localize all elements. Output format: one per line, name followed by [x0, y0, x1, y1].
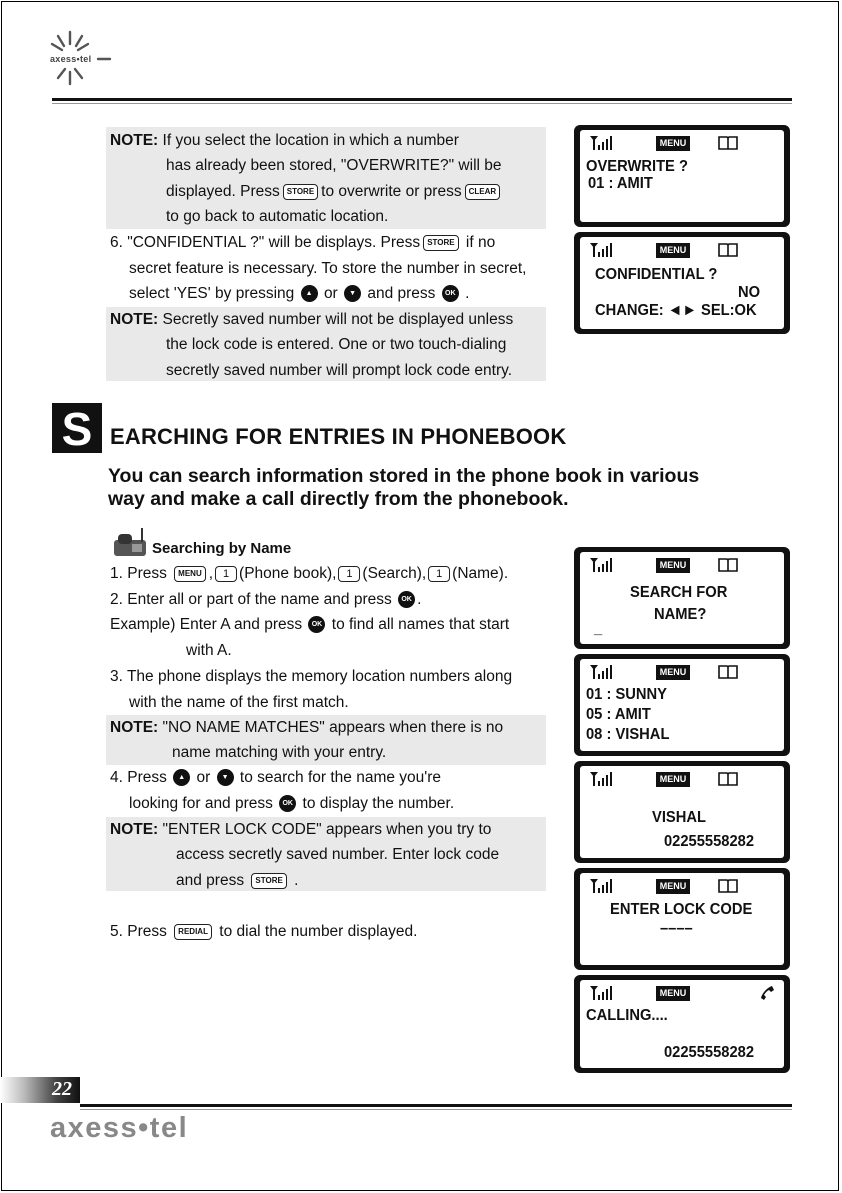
signal-icon [590, 665, 614, 679]
menu-indicator: MENU [656, 136, 690, 151]
call-handset-icon [758, 984, 776, 1002]
bottom-rule [80, 1104, 792, 1107]
signal-icon [590, 558, 614, 572]
lcd-text: 08 : VISHAL [586, 726, 670, 743]
note-text: name matching with your entry. [172, 744, 387, 761]
step-text: 5. Press [110, 923, 167, 940]
lcd-text: 05 : AMIT [586, 706, 651, 723]
menu-indicator: MENU [656, 986, 690, 1001]
note-label: NOTE: [110, 132, 159, 149]
note-text: secretly saved number will prompt lock code entry. [166, 362, 513, 379]
lcd-text: 01 : AMIT [588, 175, 653, 192]
lcd-results [574, 654, 790, 756]
lcd-calling [574, 975, 790, 1073]
phone-icon [110, 526, 150, 558]
step-text: or [196, 769, 211, 786]
subsection-title: Searching by Name [152, 540, 292, 557]
step-text: . [465, 285, 470, 302]
ok-key-icon: OK [308, 616, 325, 633]
lcd-text: 02255558282 [664, 833, 755, 850]
note-text: the lock code is entered. One or two touch-dialing [166, 336, 507, 353]
lcd-text: 01 : SUNNY [586, 686, 667, 703]
lcd-text: –––– [660, 920, 693, 937]
step-text: or [323, 285, 338, 302]
step-text: (Name). [452, 565, 509, 582]
menu-indicator: MENU [656, 558, 690, 573]
note-text: displayed. Press [166, 183, 280, 200]
note-label: NOTE: [110, 311, 159, 328]
ok-key-icon: OK [398, 591, 415, 608]
note-text: If you select the location in which a number [162, 132, 459, 149]
menu-key-icon: MENU [174, 566, 206, 582]
signal-icon [590, 879, 614, 893]
page-number-tab [0, 1077, 80, 1103]
lcd-overwrite [574, 125, 790, 227]
step-text: 2. Enter all or part of the name and press [110, 591, 392, 608]
lcd-lock-code [574, 868, 790, 970]
step-text: (Search), [362, 565, 427, 582]
ok-key-icon: OK [279, 795, 296, 812]
signal-icon [590, 986, 614, 1000]
brand-logo [48, 30, 112, 92]
section-initial: S [52, 403, 102, 453]
note-text: and press [176, 872, 245, 889]
page-number: 22 [52, 1078, 72, 1100]
lcd-text: NO [738, 284, 761, 301]
lcd-text: CONFIDENTIAL ? [595, 266, 718, 283]
signal-icon [590, 136, 614, 150]
menu-indicator: MENU [656, 243, 690, 258]
intro-text: way and make a call directly from the phonebook. [108, 488, 569, 510]
step-text: if no [465, 234, 496, 251]
signal-icon [590, 772, 614, 786]
note-text: "NO NAME MATCHES" appears when there is no [162, 719, 504, 736]
note-text: Secretly saved number will not be displayed unless [162, 311, 514, 328]
step-text: 3. The phone displays the memory location numbers along [110, 668, 513, 685]
down-key-icon: ▼ [217, 769, 234, 786]
lcd-search [574, 547, 790, 649]
step-text: . [417, 591, 422, 608]
note-text: to overwrite or press [321, 183, 462, 200]
store-key-icon: STORE [423, 235, 458, 251]
step-text: looking for and press [129, 795, 273, 812]
step-text: to search for the name you're [239, 769, 442, 786]
up-key-icon: ▲ [173, 769, 190, 786]
store-key-icon: STORE [283, 184, 318, 200]
one-key-icon: 1 [215, 566, 237, 582]
bottom-rule-thin [80, 1109, 792, 1110]
note-text: access secretly saved number. Enter lock code [176, 846, 500, 863]
lcd-cursor: _ [594, 620, 603, 637]
menu-indicator: MENU [656, 879, 690, 894]
menu-indicator: MENU [656, 665, 690, 680]
lcd-text: OVERWRITE ? [586, 158, 688, 175]
note-label: NOTE: [110, 821, 159, 838]
one-key-icon: 1 [428, 566, 450, 582]
note-text: . [294, 872, 299, 889]
step-text: 6. "CONFIDENTIAL ?" will be displays. Press [110, 234, 421, 251]
lcd-text: CALLING.... [586, 1007, 668, 1024]
redial-key-icon: REDIAL [174, 924, 212, 940]
one-key-icon: 1 [338, 566, 360, 582]
down-key-icon: ▼ [344, 285, 361, 302]
note-text: "ENTER LOCK CODE" appears when you try to [162, 821, 492, 838]
phonebook-icon [718, 664, 738, 679]
example-text: Example) Enter A and press [110, 616, 303, 633]
step-text: 1. Press [110, 565, 167, 582]
lcd-text: NAME? [654, 606, 707, 623]
step-text: to display the number. [302, 795, 455, 812]
lcd-text: VISHAL [652, 809, 706, 826]
step-text: 4. Press [110, 769, 167, 786]
lcd-number [574, 761, 790, 863]
phonebook-icon [718, 771, 738, 786]
top-rule [52, 98, 792, 101]
example-text: to find all names that start [331, 616, 510, 633]
note-text: to go back to automatic location. [166, 208, 389, 225]
lcd-confidential [574, 232, 790, 334]
logo-text: axess•tel [50, 54, 92, 64]
step-text: and press [367, 285, 436, 302]
step-text: select 'YES' by pressing [129, 285, 295, 302]
clear-key-icon: CLEAR [465, 184, 501, 200]
lcd-text: ENTER LOCK CODE [610, 901, 753, 918]
menu-indicator: MENU [656, 772, 690, 787]
up-key-icon: ▲ [301, 285, 318, 302]
intro-text: You can search information stored in the phone book in various [108, 465, 700, 487]
top-rule-thin [52, 103, 792, 104]
note-text: has already been stored, "OVERWRITE?" will be [166, 157, 502, 174]
signal-icon [590, 243, 614, 257]
step-text: with the name of the first match. [129, 694, 349, 711]
phonebook-icon [718, 878, 738, 893]
lcd-text: 02255558282 [664, 1044, 755, 1061]
ok-key-icon: OK [442, 285, 459, 302]
note-label: NOTE: [110, 719, 159, 736]
footer-brand: axess•tel [50, 1112, 189, 1144]
section-heading: EARCHING FOR ENTRIES IN PHONEBOOK [110, 424, 567, 449]
lcd-text: CHANGE: ◄► SEL:OK [595, 302, 757, 319]
example-text: with A. [186, 642, 232, 659]
phonebook-icon [718, 135, 738, 150]
step-text: (Phone book), [239, 565, 337, 582]
phonebook-icon [718, 242, 738, 257]
step-text: to dial the number displayed. [219, 923, 418, 940]
lcd-text: SEARCH FOR [630, 584, 728, 601]
phonebook-icon [718, 557, 738, 572]
store-key-icon: STORE [251, 873, 286, 889]
step-text: secret feature is necessary. To store the number in secret, [129, 260, 527, 277]
step-text: , [208, 565, 214, 582]
